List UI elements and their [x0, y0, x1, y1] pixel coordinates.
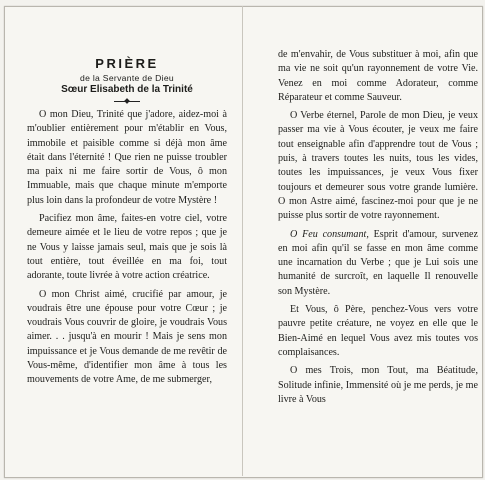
right-column — [278, 48, 478, 411]
prayer-title: PRIÈRE — [95, 56, 159, 71]
right-paragraph-2: O Verbe éternel, Parole de mon Dieu, je veux passer ma vie à Vous écouter, je veux me faire tout enseignable afin d'apprendre tout de Vous ; puis, à travers toutes les nuits, tous les vides, toutes les impuissances, je veux Vous fixer toujours et demeurer sous votre grande lumière. O mon Astre aimé, fascinez-moi pour que je ne puisse plus sortir de votre rayonnement. — [278, 110, 478, 222]
prayer-header — [27, 56, 227, 105]
feu-consumant-italic: O Feu consumant, — [290, 228, 369, 240]
right-paragraph-3-text: Esprit d'amour, survenez en moi afin qu'il se fasse en mon âme comme une incarnation du Verbe ; que je Lui sois une humanité de surcroît, en laquelle Il renouvelle son Mystère. — [278, 228, 478, 297]
center-fold — [242, 6, 243, 476]
left-paragraph-3: O mon Christ aimé, crucifié par amour, je voudrais être une épouse pour votre Cœur ; je voudrais Vous couvrir de gloire, je voudrais Vous aimer. . . jusqu'à en mourir ! Mais je sens mon impuissance et je Vous demande de me revêtir de Vous-même, d'identifier mon âme à tous les mouvements de votre Ame, de me submerger, — [27, 288, 227, 386]
right-paragraph-4: Et Vous, ô Père, penchez-Vous vers votre pauvre petite créature, ne voyez en elle que le Bien-Aimé en lequel Vous avez mis toutes vos complaisances. — [278, 304, 478, 358]
left-paragraph-2: Pacifiez mon âme, faites-en votre ciel, votre demeure aimée et le lieu de votre repos ; que je ne Vous y laisse jamais seul, mais que je sois là tout entière, tout éveillée en ma foi, tout adorante, toute livrée à votre action créatrice. — [27, 213, 227, 282]
author-name: Sœur Elisabeth de la Trinité — [61, 84, 193, 95]
right-paragraph-1: de m'envahir, de Vous substituer à moi, afin que ma vie ne soit qu'un rayonnement de votre Vie. Venez en moi comme Adorateur, comme Réparateur et comme Sauveur. — [278, 49, 478, 103]
left-column — [27, 108, 227, 392]
prayer-subtitle: de la Servante de Dieu — [79, 73, 175, 83]
right-paragraph-3 — [278, 228, 478, 299]
left-paragraph-1: O mon Dieu, Trinité que j'adore, aidez-moi à m'oublier entièrement pour m'établir en Vous, immobile et paisible comme si déjà mon âme était dans l'éternité ! Que rien ne puisse troubler ma paix ni me faire sortir de Vous, ô mon Immuable, mais que chaque minute m'emporte plus loin dans la profondeur de votre Mystère ! — [27, 109, 227, 206]
right-paragraph-5: O mes Trois, mon Tout, ma Béatitude, Solitude infinie, Immensité où je me perds, je me livre à Vous — [278, 365, 478, 405]
divider-ornament — [114, 99, 140, 105]
